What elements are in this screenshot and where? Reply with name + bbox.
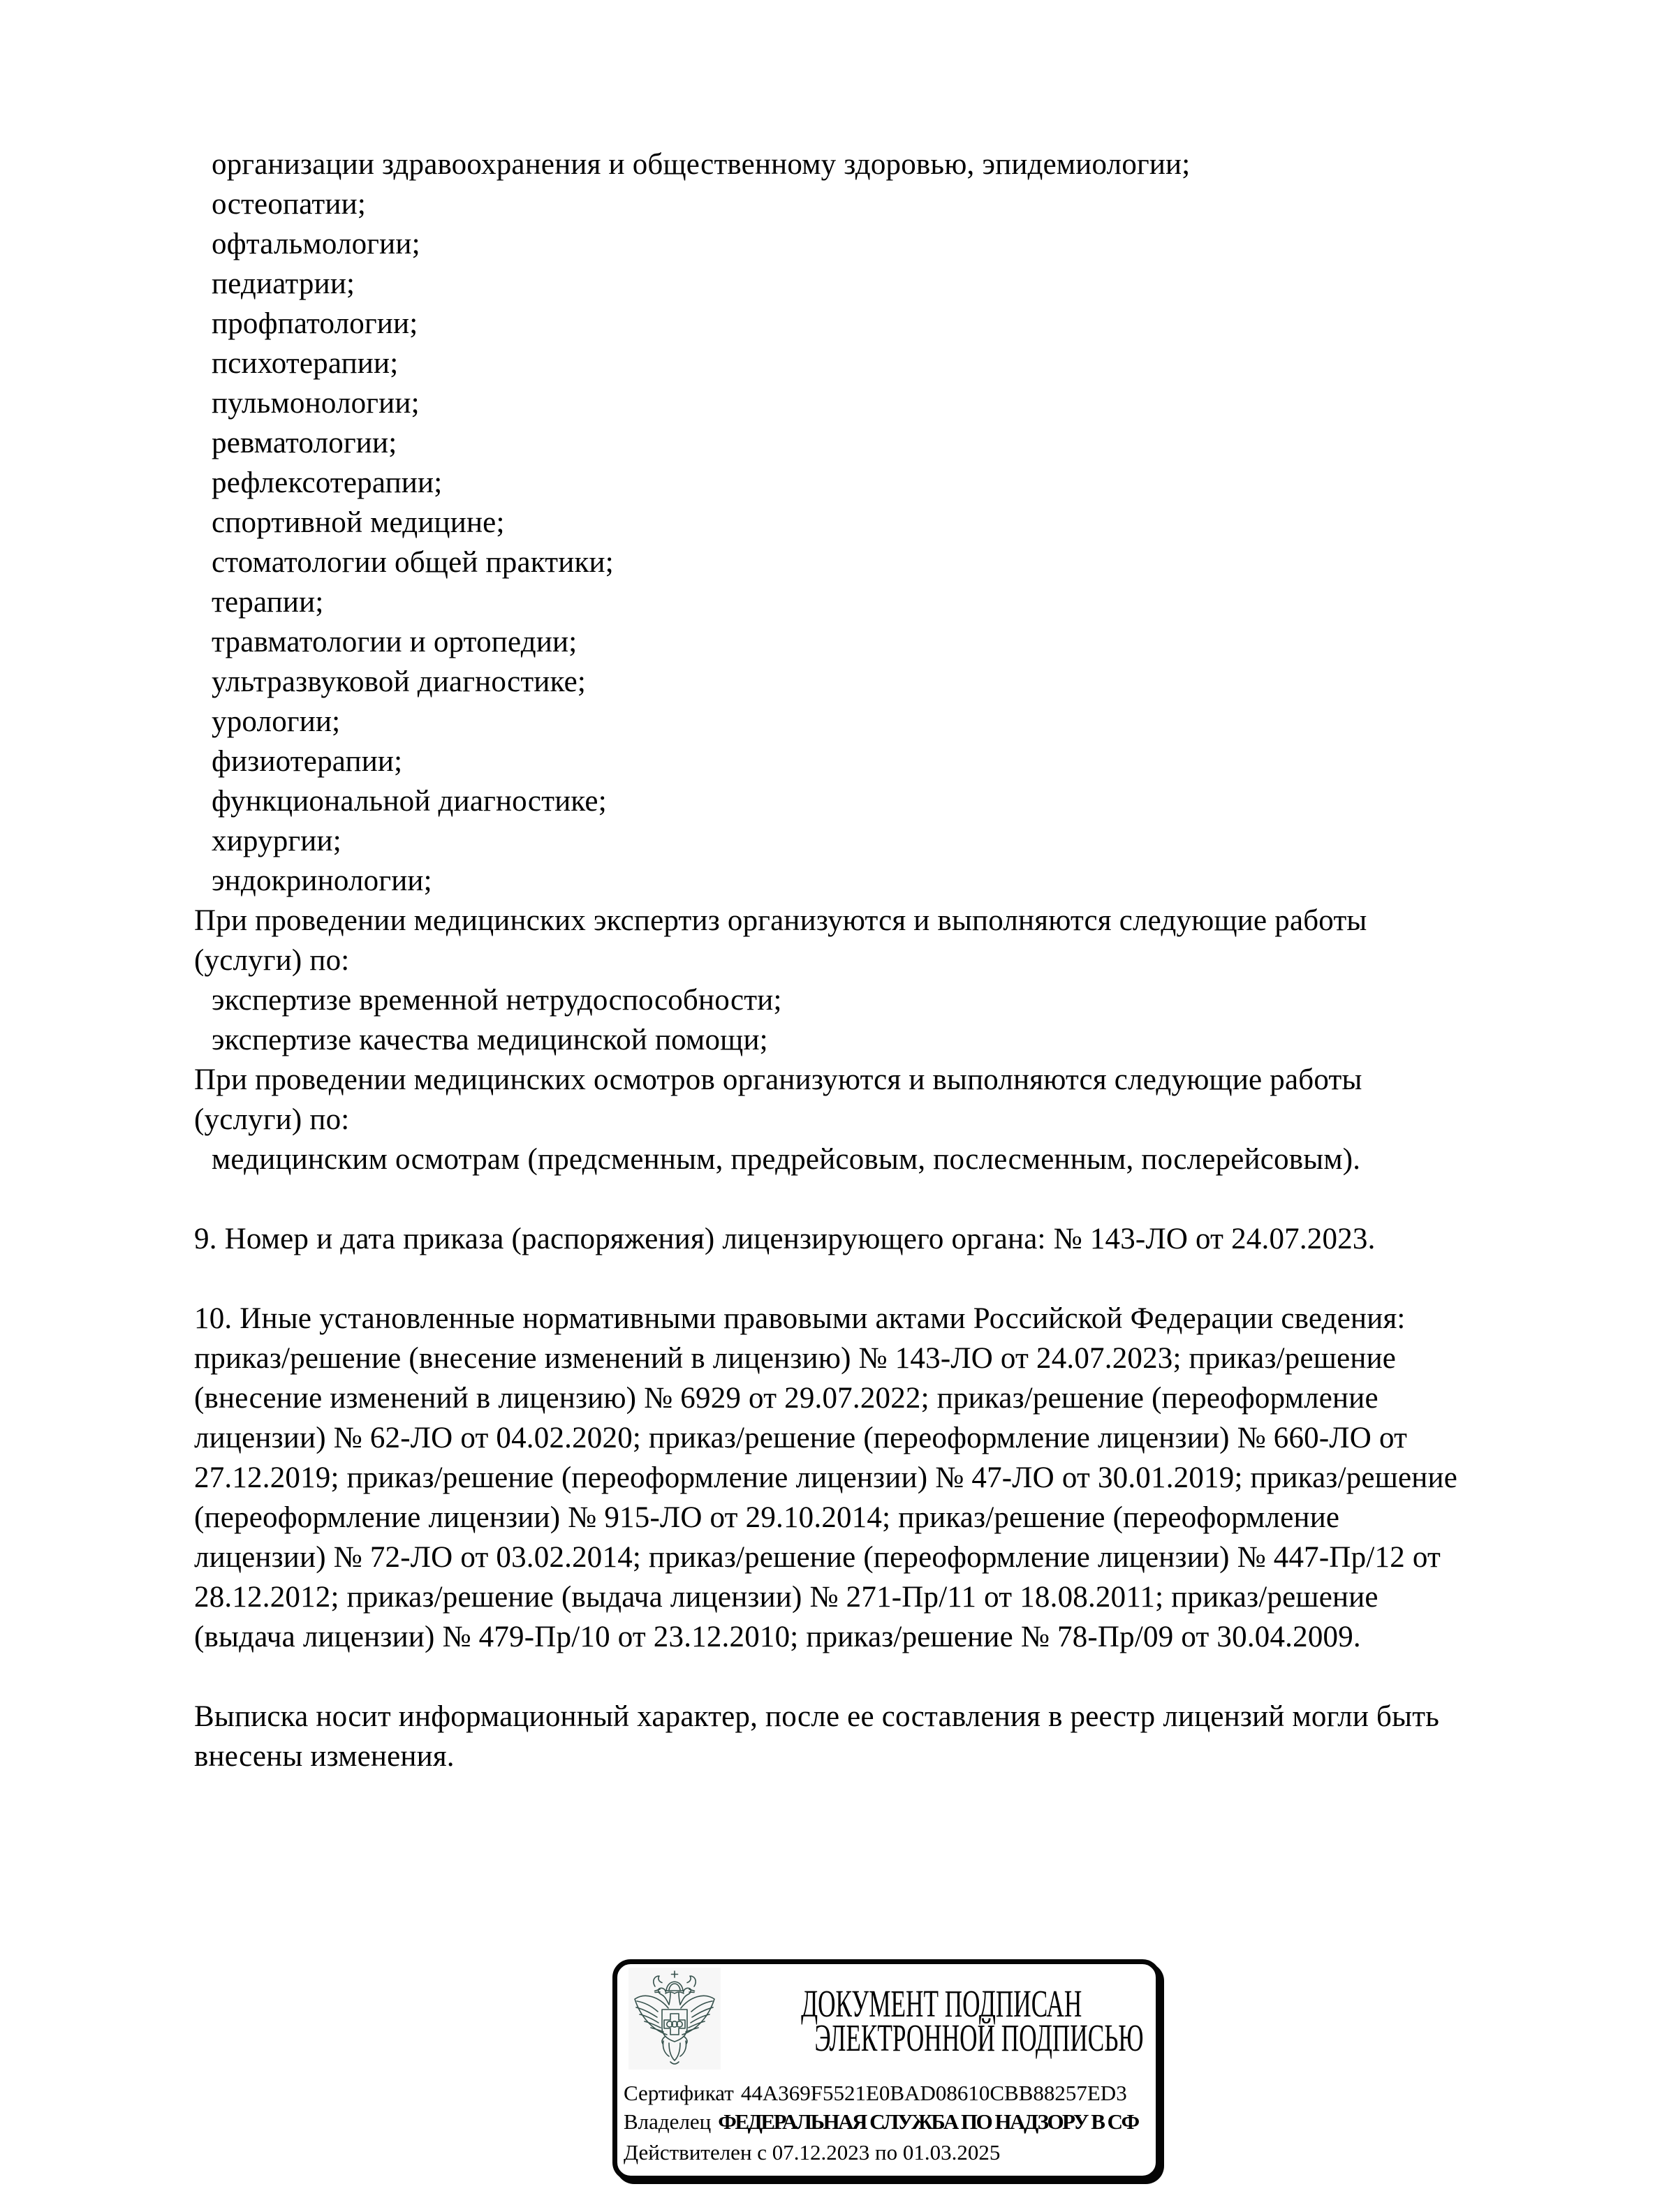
owner-label: Владелец <box>624 2109 712 2134</box>
document-line: эндокринологии; <box>212 864 432 897</box>
document-line: (внесение изменений в лицензию) № 6929 от 29.07.2022; приказ/решение (переоформление <box>194 1382 1378 1415</box>
document-line: хирургии; <box>212 825 341 857</box>
document-line: профпатологии; <box>212 307 418 340</box>
certificate-line <box>624 2078 1156 2108</box>
document-line: При проведении медицинских экспертиз организуются и выполняются следующие работы <box>194 904 1367 937</box>
document-line <box>194 1657 1647 1697</box>
document-line: (выдача лицензии) № 479-Пр/10 от 23.12.2010; приказ/решение № 78-Пр/09 от 30.04.2009. <box>194 1621 1361 1653</box>
document-line: внесены изменения. <box>194 1740 455 1773</box>
document-line: медицинским осмотрам (предсменным, предрейсовым, послесменным, послерейсовым). <box>212 1143 1361 1176</box>
document-line: приказ/решение (внесение изменений в лицензию) № 143-ЛО от 24.07.2023; приказ/решение <box>194 1342 1397 1375</box>
document-line: функциональной диагностике; <box>212 785 607 818</box>
validity-line: Действителен с 07.12.2023 по 01.03.2025 <box>624 2140 1001 2165</box>
certificate-value: 44A369F5521E0BAD08610CBB88257ED3 <box>740 2081 1127 2105</box>
roszdravnadzor-emblem-icon <box>628 1968 721 2070</box>
document-line: экспертизе временной нетрудоспособности; <box>212 984 782 1017</box>
document-line: (переоформление лицензии) № 915-ЛО от 29.10.2014; приказ/решение (переоформление <box>194 1501 1340 1534</box>
document-line: педиатрии; <box>212 267 355 300</box>
document-line: При проведении медицинских осмотров организуются и выполняются следующие работы <box>194 1063 1362 1096</box>
signature-title-line2: ЭЛЕКТРОННОЙ ПОДПИСЬЮ <box>814 2016 1144 2059</box>
document-line: организации здравоохранения и общественному здоровью, эпидемиологии; <box>212 148 1191 181</box>
document-line: ультразвуковой диагностике; <box>212 665 587 698</box>
document-line: рефлексотерапии; <box>212 466 443 499</box>
document-line: 10. Иные установленные нормативными правовыми актами Российской Федерации сведения: <box>194 1302 1406 1335</box>
document-line: (услуги) по: <box>194 944 350 977</box>
document-line <box>194 1259 1647 1299</box>
document-line: лицензии) № 72-ЛО от 03.02.2014; приказ/решение (переоформление лицензии) № 447-Пр/12 от <box>194 1541 1441 1574</box>
electronic-signature-stamp <box>612 1959 1161 2181</box>
document-line: 27.12.2019; приказ/решение (переоформление лицензии) № 47-ЛО от 30.01.2019; приказ/решение <box>194 1461 1458 1494</box>
document-line: психотерапии; <box>212 347 399 380</box>
document-line: (услуги) по: <box>194 1103 350 1136</box>
document-line: лицензии) № 62-ЛО от 04.02.2020; приказ/решение (переоформление лицензии) № 660-ЛО от <box>194 1422 1408 1454</box>
owner-line <box>624 2107 1156 2137</box>
owner-value: ФЕДЕРАЛЬНАЯ СЛУЖБА ПО НАДЗОРУ В СФ <box>718 2109 1138 2134</box>
document-line: 9. Номер и дата приказа (распоряжения) лицензирующего органа: № 143-ЛО от 24.07.2023. <box>194 1223 1376 1255</box>
document-line: Выписка носит информационный характер, после ее составления в реестр лицензий могли быть <box>194 1700 1440 1733</box>
license-extract-text <box>194 145 1647 1776</box>
signature-title <box>722 1982 1152 2059</box>
document-line: урологии; <box>212 705 341 738</box>
document-line: офтальмологии; <box>212 228 420 260</box>
document-line: 28.12.2012; приказ/решение (выдача лицензии) № 271-Пр/11 от 18.08.2011; приказ/решение <box>194 1581 1378 1614</box>
document-line: остеопатии; <box>212 188 366 221</box>
document-line: физиотерапии; <box>212 745 403 778</box>
document-line: спортивной медицине; <box>212 506 505 539</box>
certificate-label: Сертификат <box>624 2081 734 2105</box>
document-line: стоматологии общей практики; <box>212 546 614 579</box>
document-line <box>194 1179 1647 1219</box>
document-line: ревматологии; <box>212 427 397 459</box>
signature-title-line1: ДОКУМЕНТ ПОДПИСАН <box>801 1982 1082 2025</box>
document-line: травматологии и ортопедии; <box>212 626 578 658</box>
document-line: экспертизе качества медицинской помощи; <box>212 1024 768 1056</box>
document-line: терапии; <box>212 586 324 619</box>
document-line: пульмонологии; <box>212 387 420 420</box>
